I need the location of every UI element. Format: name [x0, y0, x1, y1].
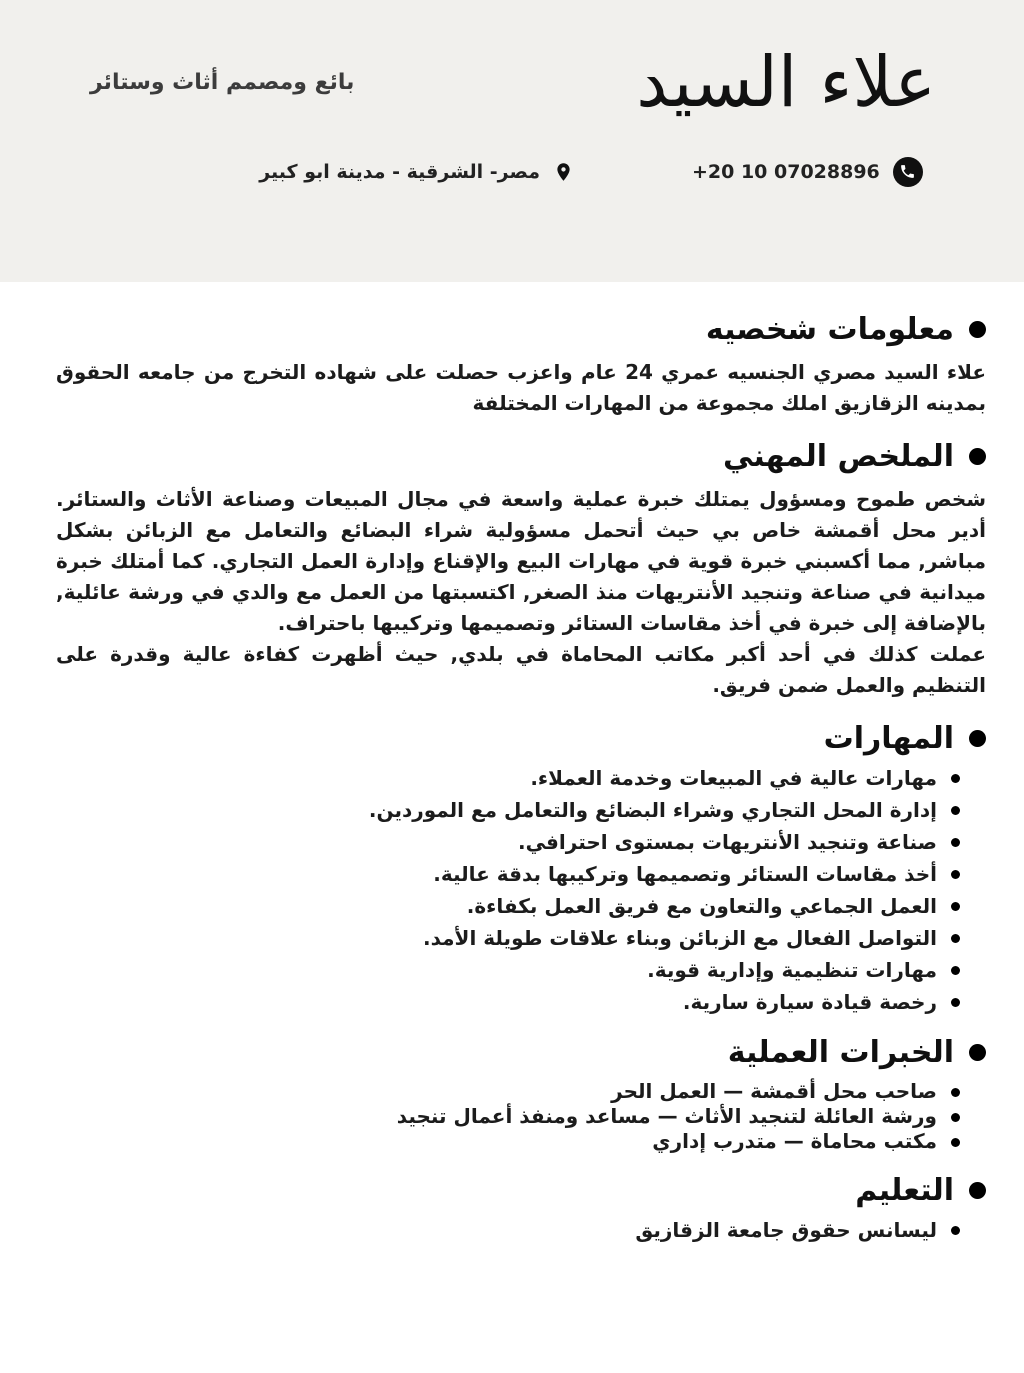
list-item — [56, 894, 960, 919]
bullet-dot-icon — [951, 934, 960, 943]
section-header — [56, 437, 986, 476]
section-education — [56, 1171, 986, 1243]
list-item — [56, 990, 960, 1015]
job-title: بائع ومصمم أثاث وستائر — [90, 69, 355, 95]
section-bullet-icon — [969, 321, 986, 338]
list-item — [56, 798, 960, 823]
contact-row — [168, 157, 1014, 187]
phone-number: +20 10 07028896 — [691, 160, 880, 183]
section-personal-info — [56, 310, 986, 419]
list-item — [56, 1105, 960, 1128]
bullet-dot-icon — [951, 902, 960, 911]
skill-text: صناعة وتنجيد الأنتريهات بمستوى احترافي. — [517, 830, 937, 854]
bullet-dot-icon — [951, 1113, 960, 1122]
section-header — [56, 1033, 986, 1072]
location-pin-icon — [553, 159, 574, 185]
skill-text: مهارات عالية في المبيعات وخدمة العملاء. — [530, 766, 937, 790]
section-skills — [56, 719, 986, 1015]
list-item — [56, 1130, 960, 1153]
skill-text: العمل الجماعي والتعاون مع فريق العمل بكفاءة. — [466, 894, 937, 918]
section-title: الملخص المهني — [723, 439, 954, 474]
summary-paragraph: عملت كذلك في أحد أكبر مكاتب المحاماة في بلدي, حيث أظهرت كفاءة عالية وقدرة على التنظيم والعمل ضمن فريق. — [56, 642, 986, 697]
section-bullet-icon — [969, 1044, 986, 1061]
education-text: ليسانس حقوق جامعة الزقازيق — [635, 1218, 937, 1242]
bullet-dot-icon — [951, 1138, 960, 1147]
experience-text: صاحب محل أقمشة — العمل الحر — [611, 1079, 937, 1103]
skill-text: رخصة قيادة سيارة سارية. — [682, 990, 937, 1014]
section-title: المهارات — [823, 721, 954, 756]
resume-header — [0, 0, 1024, 282]
location-text: مصر- الشرقية - مدينة ابو كبير — [259, 160, 540, 183]
section-title: التعليم — [855, 1173, 954, 1208]
bullet-dot-icon — [951, 966, 960, 975]
list-item — [56, 958, 960, 983]
bullet-dot-icon — [951, 1088, 960, 1097]
bullet-dot-icon — [951, 806, 960, 815]
bullet-dot-icon — [951, 1226, 960, 1235]
section-header — [56, 719, 986, 758]
list-item — [56, 830, 960, 855]
list-item — [56, 1218, 960, 1243]
personal-info-paragraph: علاء السيد مصري الجنسيه عمري 24 عام واعزب حصلت على شهاده التخرج من جامعه الحقوق بمدينه الزقازيق املك مجموعة من المهارات المختلفة — [56, 360, 986, 415]
bullet-dot-icon — [951, 870, 960, 879]
phone-contact — [692, 157, 923, 187]
list-item — [56, 926, 960, 951]
section-professional-summary — [56, 437, 986, 701]
skill-text: مهارات تنظيمية وإدارية قوية. — [647, 958, 937, 982]
list-item — [56, 1080, 960, 1103]
section-header — [56, 1171, 986, 1210]
bullet-dot-icon — [951, 774, 960, 783]
summary-paragraph: شخص طموح ومسؤول يمتلك خبرة عملية واسعة في مجال المبيعات وصناعة الأثاث والستائر. أدير محل أقمشة خاص بي حيث أتحمل مسؤولية شراء البضائع والتعامل مع الزبائن بشكل مباشر, مما أكسبني خبرة قوية في مهارات البيع والإقناع وإدارة العمل التجاري. كما أمتلك خبرة ميدانية في صناعة وتنجيد الأنتريهات منذ الصغر, اكتسبتها من العمل مع والدي في ورشة عائلية, بالإضافة إلى خبرة في أخذ مقاسات الستائر وتصميمها وتركيبها باحتراف. — [56, 487, 986, 635]
bullet-dot-icon — [951, 838, 960, 847]
skill-text: التواصل الفعال مع الزبائن وبناء علاقات طويلة الأمد. — [423, 926, 937, 950]
list-item — [56, 766, 960, 791]
section-bullet-icon — [969, 730, 986, 747]
phone-icon — [893, 157, 923, 187]
candidate-name: علاء السيد — [636, 41, 936, 123]
section-bullet-icon — [969, 448, 986, 465]
resume-body — [0, 282, 1024, 1243]
experience-text: مكتب محاماة — متدرب إداري — [652, 1129, 937, 1153]
header-top-row — [90, 42, 936, 123]
section-work-experience — [56, 1033, 986, 1153]
list-item — [56, 862, 960, 887]
bullet-dot-icon — [951, 998, 960, 1007]
education-list — [56, 1218, 986, 1243]
experience-text: ورشة العائلة لتنجيد الأثاث — مساعد ومنفذ أعمال تنجيد — [396, 1104, 937, 1128]
section-title: معلومات شخصيه — [705, 312, 954, 347]
section-title: الخبرات العملية — [727, 1035, 954, 1070]
skills-list — [56, 766, 986, 1015]
experience-list — [56, 1080, 986, 1153]
section-header — [56, 310, 986, 349]
skill-text: إدارة المحل التجاري وشراء البضائع والتعامل مع الموردين. — [368, 798, 937, 822]
location-contact — [259, 159, 574, 185]
skill-text: أخذ مقاسات الستائر وتصميمها وتركيبها بدقة عالية. — [433, 862, 937, 886]
section-bullet-icon — [969, 1182, 986, 1199]
